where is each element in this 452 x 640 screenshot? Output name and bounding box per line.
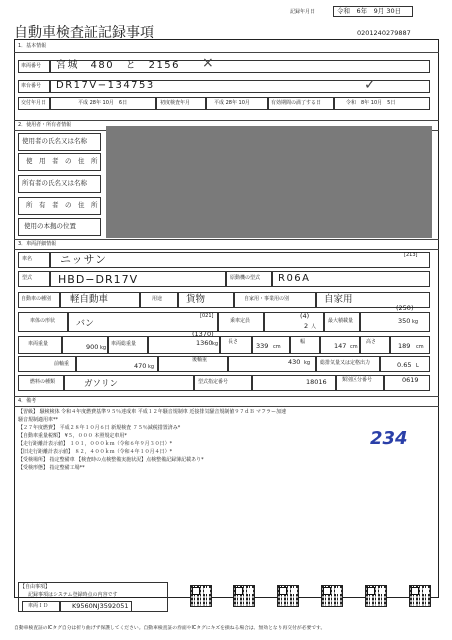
qr-code-icon <box>366 586 386 606</box>
remarks-line-1: 【習級】 騒検検体 令和４年度燃費基準９５％達成車 平成１２年騒音規制車 近接排気騒音規制値９７ｄＢ マフラー加速 <box>18 409 286 415</box>
model-value: HBD−DR17V <box>58 273 139 286</box>
width-value: 147 <box>334 342 347 350</box>
category-value: 0619 <box>402 376 419 384</box>
use-label: 用途 <box>152 296 163 302</box>
displacement-unit: L <box>416 363 419 369</box>
owner-address-label: 所 有 者 の 住 所 <box>26 201 98 209</box>
expiry-label: 有効期間の満了する日 <box>271 100 322 106</box>
engine-label: 原動機の型式 <box>230 275 261 281</box>
remarks-line-7: 【受検場所】 指定整備車 【検査時の点検整備実施状況】点検整備記録簿記載あり* <box>18 457 204 463</box>
capacity-label: 乗車定員 <box>230 318 251 324</box>
base-location-label: 使用の本拠の位置 <box>24 222 76 230</box>
notes-label: 【自由事項】 <box>20 584 51 590</box>
notes-line: 記録事項はシステム登録時点の内容です <box>28 592 118 598</box>
body-shape-label: 車体の形状 <box>30 318 56 324</box>
remarks-line-3: 【２７年度燃費】 平成２８年１０月６日 新規検査 ７５％減税措置済み* <box>18 425 181 431</box>
qr-code-icon <box>410 586 430 606</box>
redacted-owner-info <box>106 126 432 238</box>
capacity-value-2: 2 <box>304 322 309 330</box>
width-label: 幅 <box>300 339 306 345</box>
private-use-label: 自家用・事業用の別 <box>244 296 290 302</box>
make-value: ニッサン <box>60 253 108 266</box>
chassis-value: DR17V−134753 <box>56 80 155 91</box>
footer-note: 自動車検査証のICタグ自分は折り曲げず保護してください。自動車検査証の券面やICタグにキズを損ねる場合は、無効となり再交付が必要です。 <box>14 626 326 631</box>
qr-code-icon <box>278 586 298 606</box>
rear-axle-label: 後軸重 <box>192 357 208 363</box>
width-unit: cm <box>350 344 358 350</box>
capacity-value: (4) <box>300 312 310 320</box>
max-load-value-2: 350 <box>398 317 411 325</box>
chassis-label: 車台番号 <box>21 83 42 89</box>
user-address-label: 使 用 者 の 住 所 <box>26 157 98 165</box>
use-value: 貨物 <box>186 294 206 305</box>
body-shape-value: バン <box>76 319 95 329</box>
record-date-value: 令和 6年 9月 30日 <box>337 7 402 15</box>
gross-weight-label: 車両総重量 <box>111 341 137 347</box>
vehicle-kind-value: 軽自動車 <box>70 294 109 305</box>
issue-date-label: 交付年月日 <box>21 100 47 106</box>
vehicle-weight-label: 車両重量 <box>28 341 49 347</box>
vehicle-weight-unit: kg <box>100 345 107 351</box>
registration-value: 宮城 480 と 2156 <box>56 60 181 71</box>
issue-date-value: 平成 28年 10月 6日 <box>78 100 128 106</box>
record-date-label: 記録年月日 <box>290 9 316 15</box>
expiry-value: 令和 8年 10月 5日 <box>346 100 396 106</box>
registration-label: 車両番号 <box>21 63 42 69</box>
serial-number: 0201240279887 <box>357 29 411 37</box>
type-approval-value: 18016 <box>306 378 327 386</box>
qr-code-icon <box>322 586 342 606</box>
owner-name-label: 所有者の氏名又は名称 <box>22 179 87 187</box>
gross-weight-value-2: 1360 <box>196 339 213 347</box>
make-label: 車名 <box>22 256 33 262</box>
page-title: 自動車検査証記録事項 <box>14 25 154 41</box>
front-axle-label: 前軸重 <box>54 361 70 367</box>
fuel-value: ガソリン <box>84 379 119 389</box>
gross-weight-value: (1370) <box>192 330 214 338</box>
handwritten-number: 234 <box>370 428 408 449</box>
vehicle-id-label: 車両ＩＤ <box>28 603 49 609</box>
vehicle-id-value: K9560NJ3592051 <box>72 602 129 610</box>
length-unit: cm <box>273 344 281 350</box>
rear-axle-unit: kg <box>304 360 311 366</box>
user-name-label: 使用者の氏名又は名称 <box>22 137 87 145</box>
height-value: 189 <box>398 342 411 350</box>
first-registration-label: 初度検査年月 <box>160 100 191 106</box>
length-label: 長さ <box>228 339 239 345</box>
section-owner-heading: 2．使用者・所有者情報 <box>18 122 72 128</box>
max-load-label: 最大積載量 <box>328 318 354 324</box>
fuel-label: 燃料の種類 <box>30 379 56 385</box>
body-shape-code: [021] <box>200 313 214 319</box>
model-label: 型式 <box>22 275 33 281</box>
category-label: 類別区分番号 <box>342 377 373 383</box>
front-axle-value: 470 <box>134 362 147 370</box>
engine-value: R06A <box>278 273 311 284</box>
handwritten-check-mark: × <box>202 55 214 71</box>
first-registration-value: 平成 28年 10月 <box>214 100 250 106</box>
vehicle-kind-label: 自動車の種別 <box>21 296 52 302</box>
height-label: 高さ <box>366 339 377 345</box>
section-vehicle-heading: 3．車両詳細情報 <box>18 241 57 247</box>
length-value: 339 <box>256 342 269 350</box>
remarks-line-2: 騒音規制適用車** <box>18 417 59 423</box>
capacity-unit: 人 <box>311 324 317 330</box>
section-remarks-heading: 4．備考 <box>18 398 37 404</box>
vehicle-weight-value: 900 <box>86 343 99 351</box>
private-use-value: 自家用 <box>324 294 353 305</box>
displacement-value: 0.65 <box>397 361 412 369</box>
displacement-label: 総排気量又は定格出力 <box>320 360 371 366</box>
remarks-line-5: 【走行距離計表示値】 １０１，０００ｋｍ（令和６年９月３０日）* <box>18 441 173 447</box>
section-basic-heading: 1．基本情報 <box>18 43 47 49</box>
qr-code-icon <box>191 586 211 606</box>
gross-weight-unit: kg <box>212 341 219 347</box>
remarks-line-6: 【旧走行距離計表示値】 ８２，４００ｋｍ（令和４年１０月４日）* <box>18 449 173 455</box>
height-unit: cm <box>416 344 424 350</box>
type-approval-label: 型式指定番号 <box>198 379 229 385</box>
handwritten-check-mark-2: ✓ <box>364 77 376 93</box>
qr-code-icon <box>234 586 254 606</box>
front-axle-unit: kg <box>148 364 155 370</box>
rear-axle-value: 430 <box>288 358 301 366</box>
remarks-line-4: 【自動車重量税額】 ¥５，０００ 本照規定車用* <box>18 433 127 439</box>
max-load-value: (250) <box>396 304 414 312</box>
remarks-line-8: 【受検形態】 指定整備工場** <box>18 465 85 471</box>
max-load-unit: kg <box>412 319 419 325</box>
make-code: [213] <box>404 252 418 258</box>
